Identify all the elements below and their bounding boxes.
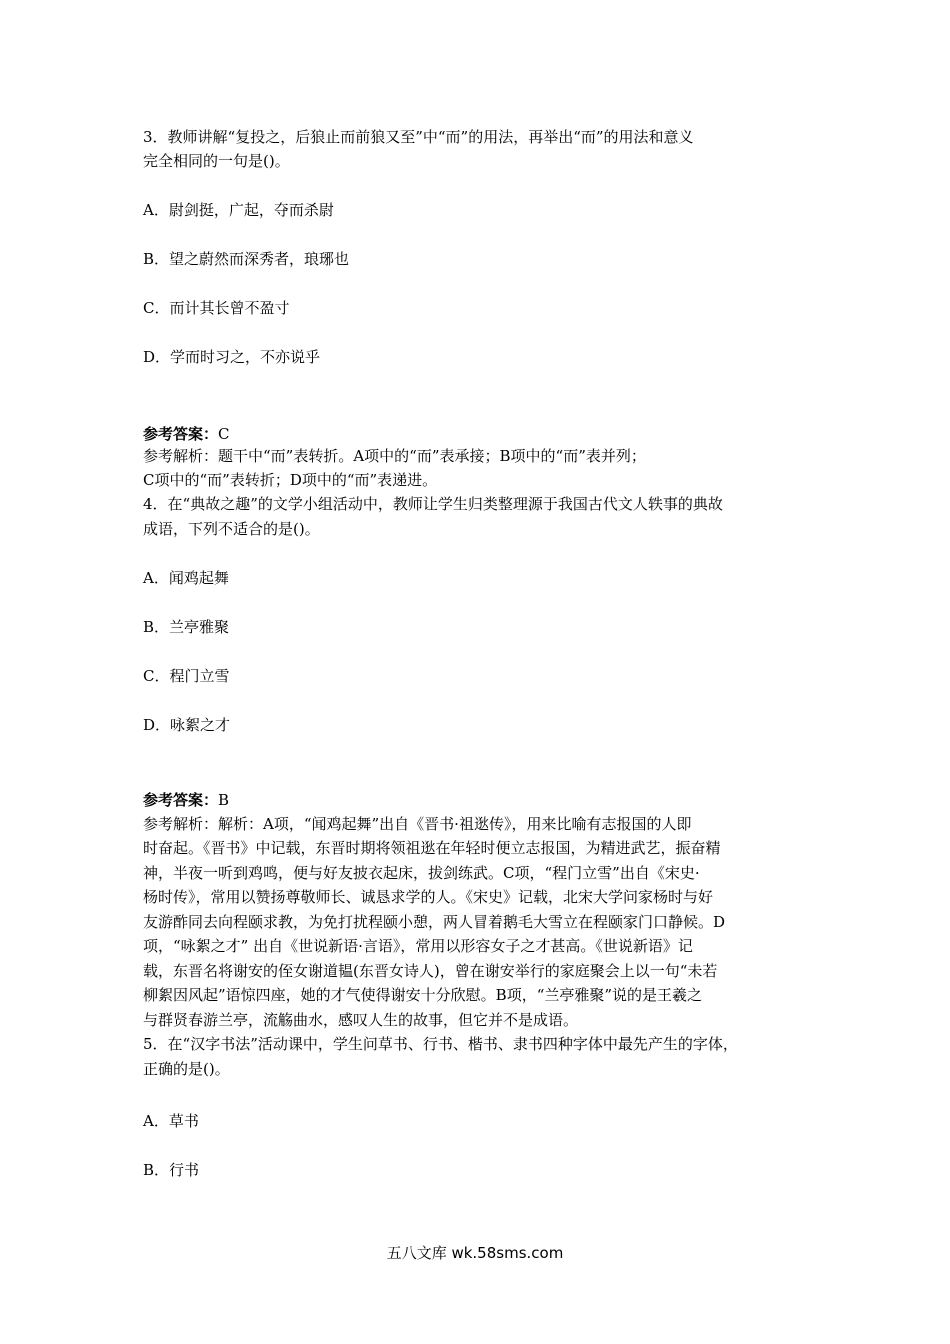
option-c: C．程门立雪 — [143, 667, 230, 685]
analysis-line: C项中的“而”表转折；D项中的“而”表递进。 — [143, 471, 438, 489]
analysis-line: 项，“咏絮之才” 出自《世说新语·言语》，常用以形容女子之才甚高。《世说新语》记 — [143, 937, 693, 955]
answer-value: B — [218, 791, 230, 809]
question-stem-line: 成语，下列不适合的是()。 — [143, 520, 320, 538]
answer-line — [143, 423, 230, 445]
option-a: A．尉剑挺，广起，夺而杀尉 — [143, 201, 334, 219]
analysis-line: 载，东晋名将谢安的侄女谢道韫(东晋女诗人)，曾在谢安举行的家庭聚会上以一句“未若 — [143, 962, 718, 980]
analysis-line: 柳絮因风起”语惊四座，她的才气使得谢安十分欣慰。B项，“兰亭雅聚”说的是王羲之 — [143, 986, 703, 1004]
analysis-line: 与群贤春游兰亭，流觞曲水，感叹人生的故事，但它并不是成语。 — [143, 1011, 579, 1029]
analysis-line: 参考解析：题干中“而”表转折。A项中的“而”表承接；B项中的“而”表并列； — [143, 447, 646, 465]
analysis-line: 友游酢同去向程颐求教，为免打扰程颐小憩，两人冒着鹅毛大雪立在程颐家门口静候。D — [143, 913, 726, 931]
option-b: B．行书 — [143, 1161, 200, 1179]
question-stem-line: 完全相同的一句是()。 — [143, 152, 290, 170]
analysis-line: 神，半夜一听到鸡鸣，便与好友披衣起床，拔剑练武。C项，“程门立雪”出自《宋史· — [143, 864, 700, 882]
question-stem-line: 5．在“汉字书法”活动课中，学生问草书、行书、楷书、隶书四种字体中最先产生的字体， — [143, 1035, 738, 1053]
option-a: A．草书 — [143, 1112, 199, 1130]
footer-watermark: 五八文库 wk.58sms.com — [386, 1244, 564, 1262]
analysis-line: 时奋起。《晋书》中记载，东晋时期将领祖逖在年轻时便立志报国，为精进武艺，振奋精 — [143, 839, 721, 857]
analysis-line: 杨时传》，常用以赞扬尊敬师长、诚恳求学的人。《宋史》记载，北宋大学问家杨时与好 — [143, 888, 714, 906]
option-d: D．咏絮之才 — [143, 716, 231, 734]
option-a: A．闻鸡起舞 — [143, 569, 229, 587]
question-stem-line: 3．教师讲解“复投之，后狼止而前狼又至”中“而”的用法，再举出“而”的用法和意义 — [143, 128, 694, 146]
option-d: D．学而时习之，不亦说乎 — [143, 348, 321, 366]
answer-value: C — [218, 425, 230, 443]
answer-label: 参考答案： — [143, 425, 219, 443]
question-stem-line: 4．在“典故之趣”的文学小组活动中，教师让学生归类整理源于我国古代文人轶事的典故 — [143, 495, 723, 513]
option-b: B．兰亭雅聚 — [143, 618, 230, 636]
option-c: C．而计其长曾不盈寸 — [143, 299, 290, 317]
option-b: B．望之蔚然而深秀者，琅琊也 — [143, 250, 350, 268]
question-stem-line: 正确的是()。 — [143, 1060, 230, 1078]
answer-label: 参考答案： — [143, 791, 219, 809]
analysis-line: 参考解析：解析：A项，“闻鸡起舞”出自《晋书·祖逖传》，用来比喻有志报国的人即 — [143, 815, 692, 833]
answer-line — [143, 789, 229, 811]
